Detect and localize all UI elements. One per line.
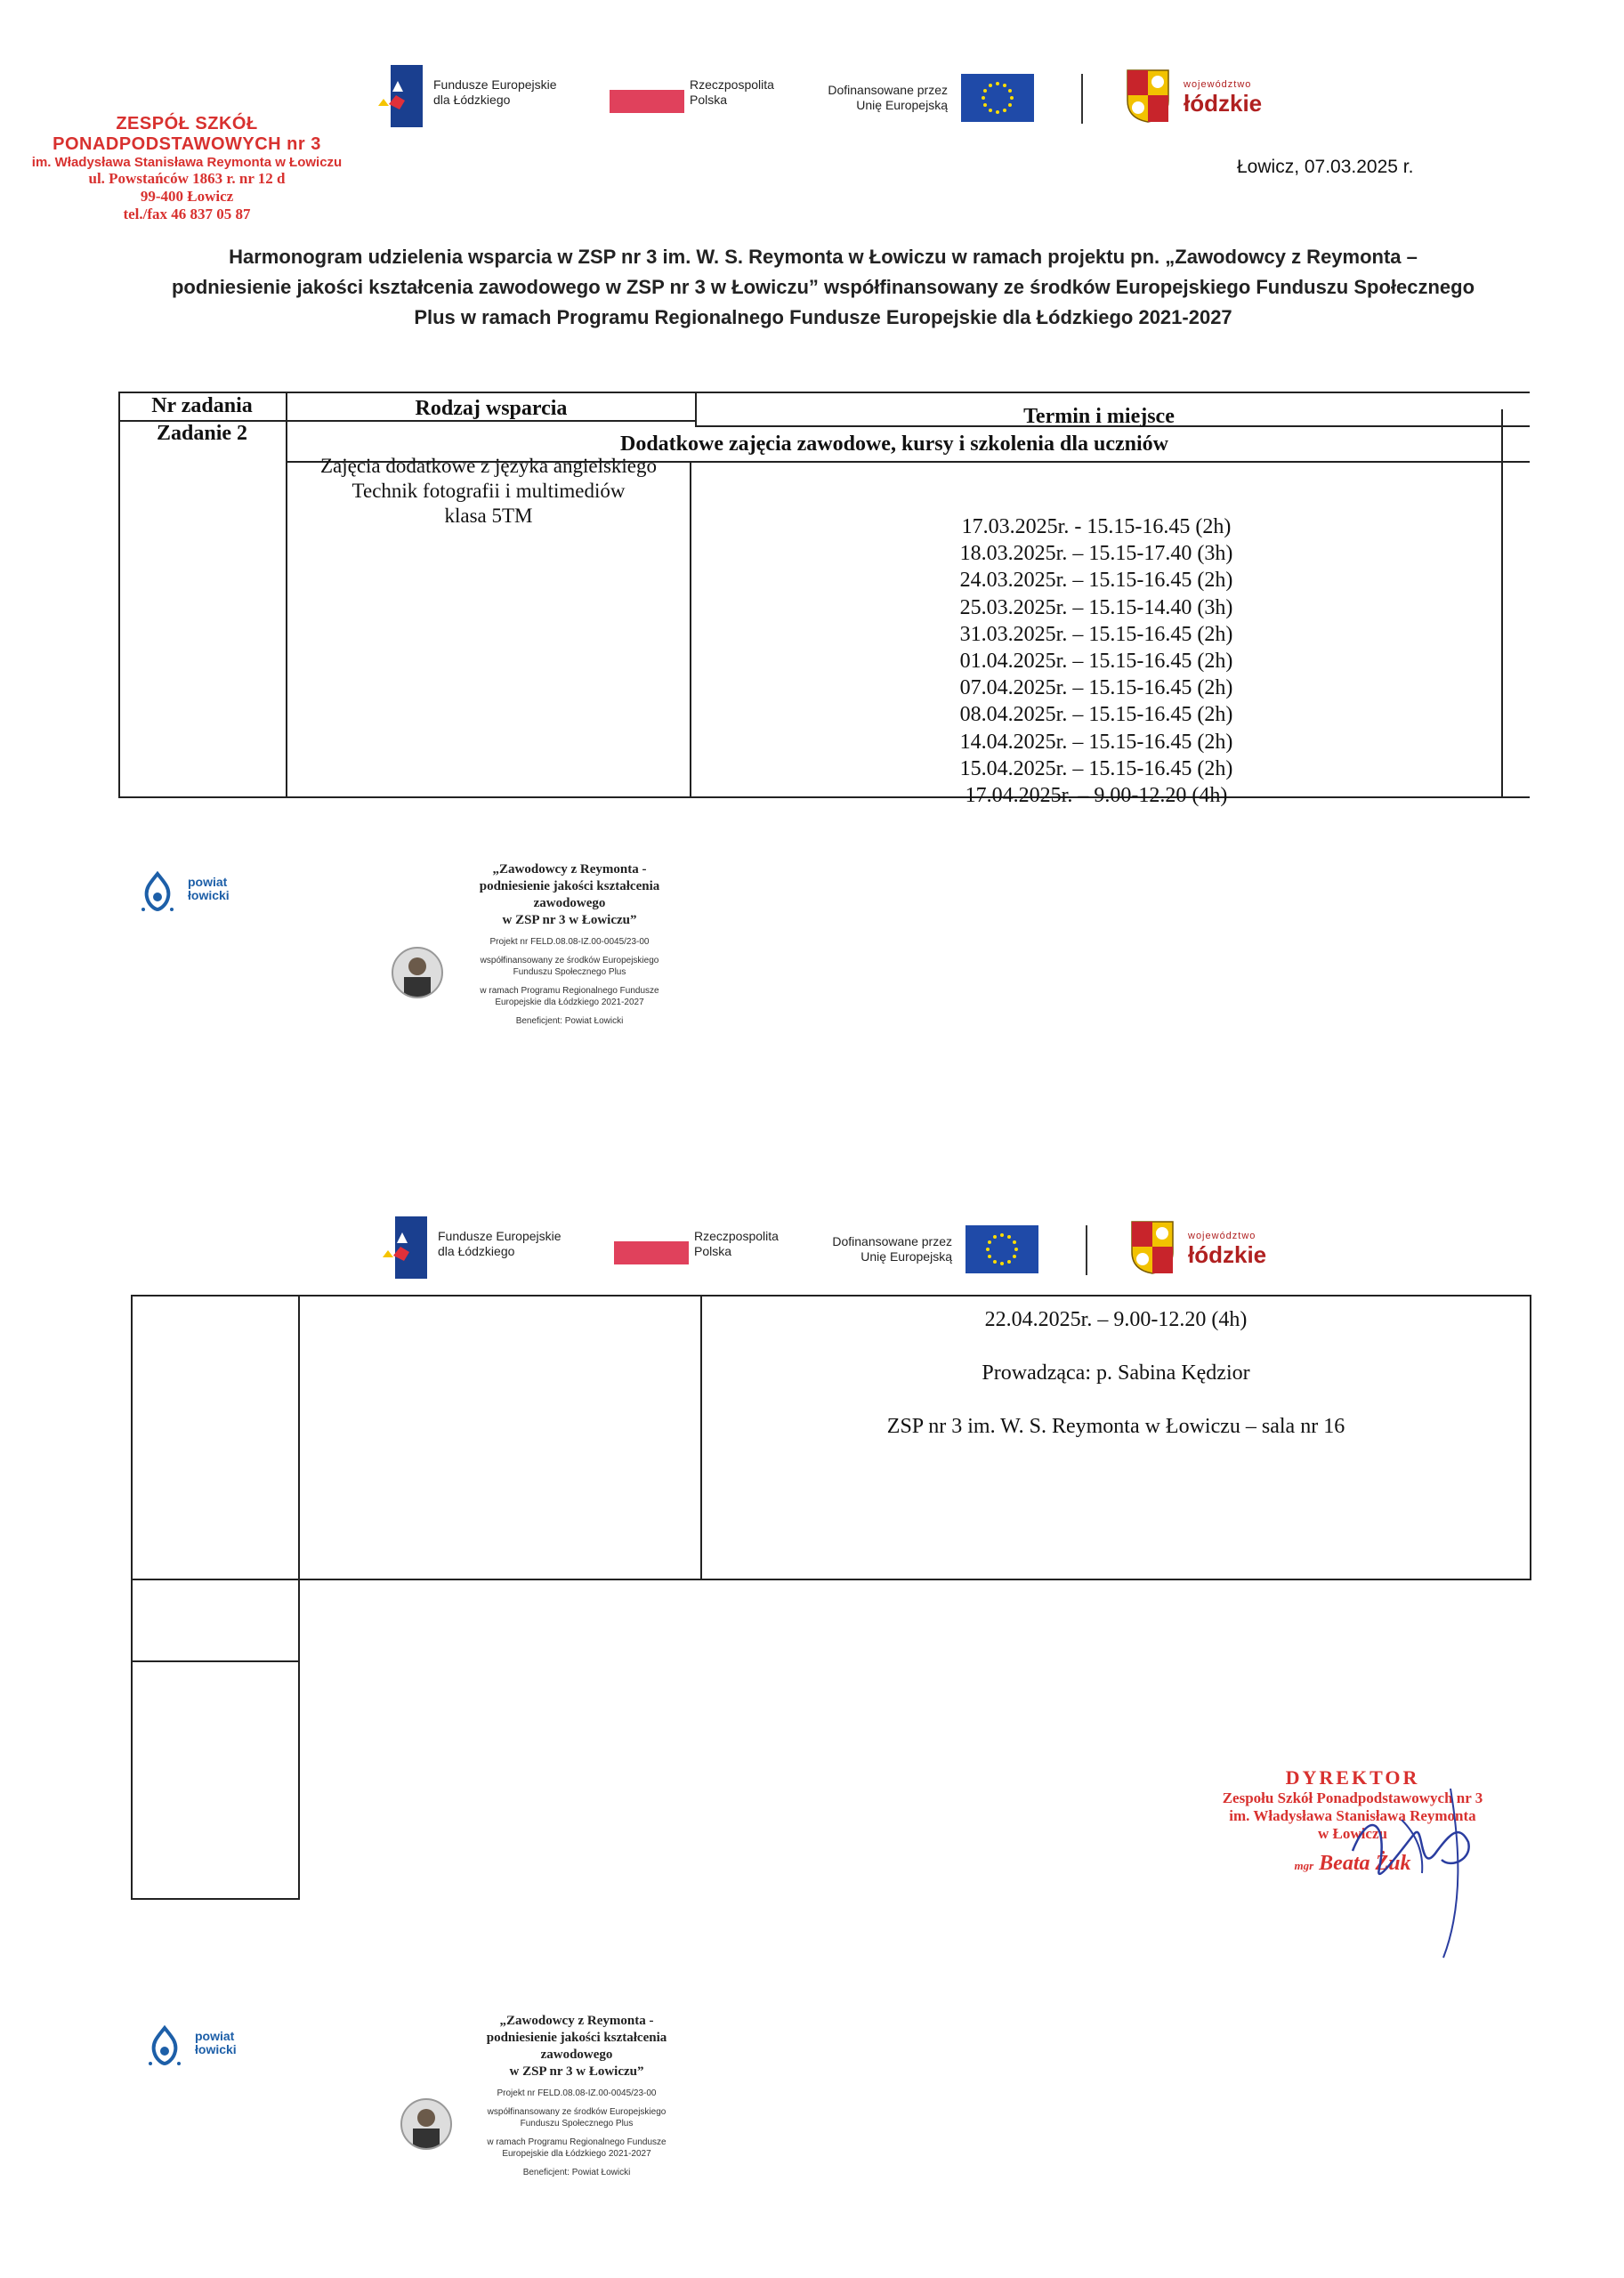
header-date-place: Termin i miejsce: [1023, 405, 1175, 428]
logo-bar-page2: [383, 1216, 1290, 1279]
heading-line2: podniesienie jakości kształcenia zawodowego w ZSP nr 3 w Łowiczu” współfinansowany ze środków Europejskiego Funduszu Społecznego: [171, 276, 1475, 298]
program-line: Europejskie dla Łódzkiego 2021-2027: [502, 2149, 651, 2159]
powiat-flame-icon: [145, 2024, 184, 2067]
eu-text: [814, 83, 948, 113]
powiat-flame-icon: [138, 870, 177, 913]
date-entry: 17.03.2025r. - 15.15-16.45 (2h): [961, 515, 1232, 538]
cofinanced-line: współfinansowany ze środków Europejskiego: [480, 956, 659, 965]
date-entry: 25.03.2025r. – 15.15-14.40 (3h): [959, 595, 1233, 619]
pl-line2: Polska: [690, 93, 728, 107]
powiat-line1: powiat: [195, 2029, 235, 2043]
project-title-line: podniesienie jakości kształcenia: [486, 2031, 667, 2045]
powiat-line1: powiat: [188, 875, 228, 889]
heading-line1: Harmonogram udzielenia wsparcia w ZSP nr 3 im. W. S. Reymonta w Łowiczu w ramach projektu pn. „Zawodowcy z Reymonta –: [229, 246, 1418, 268]
cofinanced-line: Funduszu Społecznego Plus: [520, 2119, 634, 2129]
project-title-line: w ZSP nr 3 w Łowiczu”: [502, 913, 637, 927]
project-title-line: zawodowego: [540, 2048, 613, 2062]
project-title-line: zawodowego: [533, 896, 606, 910]
support-description: [287, 454, 690, 529]
table-left-border: [118, 392, 120, 798]
logo-separator: [1081, 74, 1083, 124]
director-title: DYREKTOR: [1285, 1766, 1420, 1789]
table2-col1-border: [298, 1295, 300, 1900]
date-entry: 08.04.2025r. – 15.15-16.45 (2h): [959, 703, 1233, 727]
director-name: Beata Żuk: [1319, 1852, 1411, 1875]
header-support-type: Rodzaj wsparcia: [415, 397, 568, 420]
section-title: Dodatkowe zajęcia zawodowe, kursy i szkolenia dla uczniów: [620, 432, 1168, 456]
eu-flag-icon: [966, 1225, 1038, 1273]
poland-text: [694, 1229, 779, 1259]
table2-row-border: [131, 1579, 1531, 1580]
project-title-line: podniesienie jakości kształcenia: [479, 879, 660, 893]
support-line: Zajęcia dodatkowe z języka angielskiego: [319, 455, 658, 477]
lodzkie-small-text: województwo: [1184, 79, 1252, 90]
lodzkie-big-text: łódzkie: [1188, 1241, 1267, 1268]
poland-text: [690, 77, 774, 108]
table2-left-border: [131, 1295, 133, 1900]
eu-line1: Dofinansowane przez: [832, 1234, 952, 1248]
beneficiary: Beneficjent: Powiat Łowicki: [522, 2168, 631, 2177]
project-title-line: w ZSP nr 3 w Łowiczu”: [509, 2064, 644, 2079]
date-entry: 15.04.2025r. – 15.15-16.45 (2h): [959, 756, 1233, 780]
date-entry: 14.04.2025r. – 15.15-16.45 (2h): [959, 730, 1233, 754]
lodzkie-big-text: łódzkie: [1184, 90, 1263, 117]
patron-portrait-icon: [392, 947, 443, 998]
lodzkie-small-text: województwo: [1188, 1231, 1256, 1241]
cofinanced-line: współfinansowany ze środków Europejskiego: [487, 2107, 667, 2117]
date-entry: 24.03.2025r. – 15.15-16.45 (2h): [959, 569, 1233, 593]
table2-bottom-border: [131, 1898, 300, 1900]
stamp-line4: 99-400 Łowicz: [140, 188, 234, 205]
date-entry: 07.04.2025r. – 15.15-16.45 (2h): [959, 676, 1233, 700]
beneficiary: Beneficjent: Powiat Łowicki: [515, 1016, 624, 1026]
support-line: klasa 5TM: [444, 505, 533, 527]
poland-flag-icon: [610, 90, 684, 113]
powiat-text: [195, 2030, 237, 2056]
eu-line1: Dofinansowane przez: [828, 83, 948, 97]
eu-text: [819, 1234, 952, 1264]
location-text: ZSP nr 3 im. W. S. Reymonta w Łowiczu – sala nr 16: [886, 1415, 1345, 1438]
lodzkie-crest-icon: [1130, 1220, 1175, 1275]
logo-separator: [1086, 1225, 1087, 1275]
program-text: [436, 985, 703, 1008]
date-entry-page2: 22.04.2025r. – 9.00-12.20 (4h): [984, 1308, 1248, 1331]
project-number: Projekt nr FELD.08.08-IZ.00-0045/23-00: [489, 937, 650, 947]
project-title: [443, 2013, 710, 2080]
director-line2: im. Władysława Stanisława Reymonta: [1229, 1807, 1476, 1824]
document-heading: [125, 242, 1522, 333]
program-line: Europejskie dla Łódzkiego 2021-2027: [495, 998, 644, 1007]
fe-line2: dla Łódzkiego: [433, 93, 511, 107]
director-signature: [1317, 1771, 1495, 1967]
date-entry: 31.03.2025r. – 15.15-16.45 (2h): [959, 622, 1233, 646]
fundusze-europejskie-logo: [378, 65, 426, 127]
director-line1: Zespołu Szkół Ponadpodstawowych nr 3: [1222, 1789, 1483, 1806]
program-line: w ramach Programu Regionalnego Fundusze: [487, 2137, 667, 2147]
stamp-line5: tel./fax 46 837 05 87: [123, 206, 251, 222]
date-entry: 17.04.2025r. – 9.00-12.20 (4h): [965, 784, 1228, 808]
director-prefix: mgr: [1294, 1859, 1314, 1872]
table2-right-border: [1530, 1295, 1531, 1580]
fe-line1: Fundusze Europejskie: [438, 1229, 562, 1243]
cofinanced-text: [436, 955, 703, 978]
powiat-text: [188, 876, 230, 902]
instructor-text: Prowadząca: p. Sabina Kędzior: [982, 1361, 1250, 1385]
school-stamp: [18, 114, 356, 223]
director-line3: w Łowiczu: [1318, 1825, 1387, 1842]
project-number: Projekt nr FELD.08.08-IZ.00-0045/23-00: [497, 2088, 657, 2098]
support-line: Technik fotografii i multimediów: [351, 480, 626, 502]
powiat-line2: łowicki: [195, 2042, 237, 2056]
stamp-line3: ul. Powstańców 1863 r. nr 12 d: [88, 170, 286, 187]
powiat-logo-page2: [145, 2024, 252, 2069]
table-top-border: [118, 392, 1530, 393]
patron-portrait-icon: [400, 2098, 452, 2150]
document-date: Łowicz, 07.03.2025 r.: [1237, 157, 1414, 177]
stamp-line2: im. Władysława Stanisława Reymonta w Łowiczu: [31, 155, 343, 170]
pl-line2: Polska: [694, 1244, 732, 1258]
heading-line3: Plus w ramach Programu Regionalnego Fundusze Europejskie dla Łódzkiego 2021-2027: [414, 306, 1232, 328]
project-title-line: „Zawodowcy z Reymonta -: [499, 2014, 654, 2028]
date-entry: 01.04.2025r. – 15.15-16.45 (2h): [959, 650, 1233, 674]
eu-flag-icon: [961, 74, 1034, 122]
pl-line1: Rzeczpospolita: [694, 1229, 779, 1243]
table2-top-border: [131, 1295, 1531, 1297]
poland-flag-icon: [614, 1241, 689, 1264]
fundusze-europejskie-logo: [383, 1216, 431, 1279]
powiat-line2: łowicki: [188, 888, 230, 902]
eu-line2: Unię Europejską: [856, 98, 948, 112]
cofinanced-line: Funduszu Społecznego Plus: [513, 967, 626, 977]
stamp-line1: ZESPÓŁ SZKÓŁ PONADPODSTAWOWYCH nr 3: [53, 114, 321, 154]
table2-col1-mid-border: [131, 1660, 300, 1662]
project-info-page1: [436, 861, 703, 1027]
task-number-cell: Zadanie 2: [156, 422, 248, 445]
date-entry: 18.03.2025r. – 15.15-17.40 (3h): [959, 542, 1233, 566]
cofinanced-text: [443, 2106, 710, 2129]
logo-bar-page1: [378, 65, 1286, 127]
project-info-page2: [443, 2013, 710, 2178]
header-task-number: Nr zadania: [151, 394, 253, 417]
fe-line1: Fundusze Europejskie: [433, 77, 557, 92]
powiat-logo-page1: [138, 870, 245, 915]
fundusze-europejskie-text: [433, 77, 557, 108]
program-text: [443, 2137, 710, 2160]
pl-line1: Rzeczpospolita: [690, 77, 774, 92]
table-right-border: [1501, 409, 1503, 798]
project-title: [436, 861, 703, 929]
project-title-line: „Zawodowcy z Reymonta -: [492, 862, 647, 876]
program-line: w ramach Programu Regionalnego Fundusze: [480, 986, 659, 996]
dates-list-page1: [691, 513, 1501, 809]
lodzkie-crest-icon: [1126, 69, 1170, 124]
fe-line2: dla Łódzkiego: [438, 1244, 515, 1258]
eu-line2: Unię Europejską: [860, 1249, 952, 1264]
fundusze-europejskie-text: [438, 1229, 562, 1259]
